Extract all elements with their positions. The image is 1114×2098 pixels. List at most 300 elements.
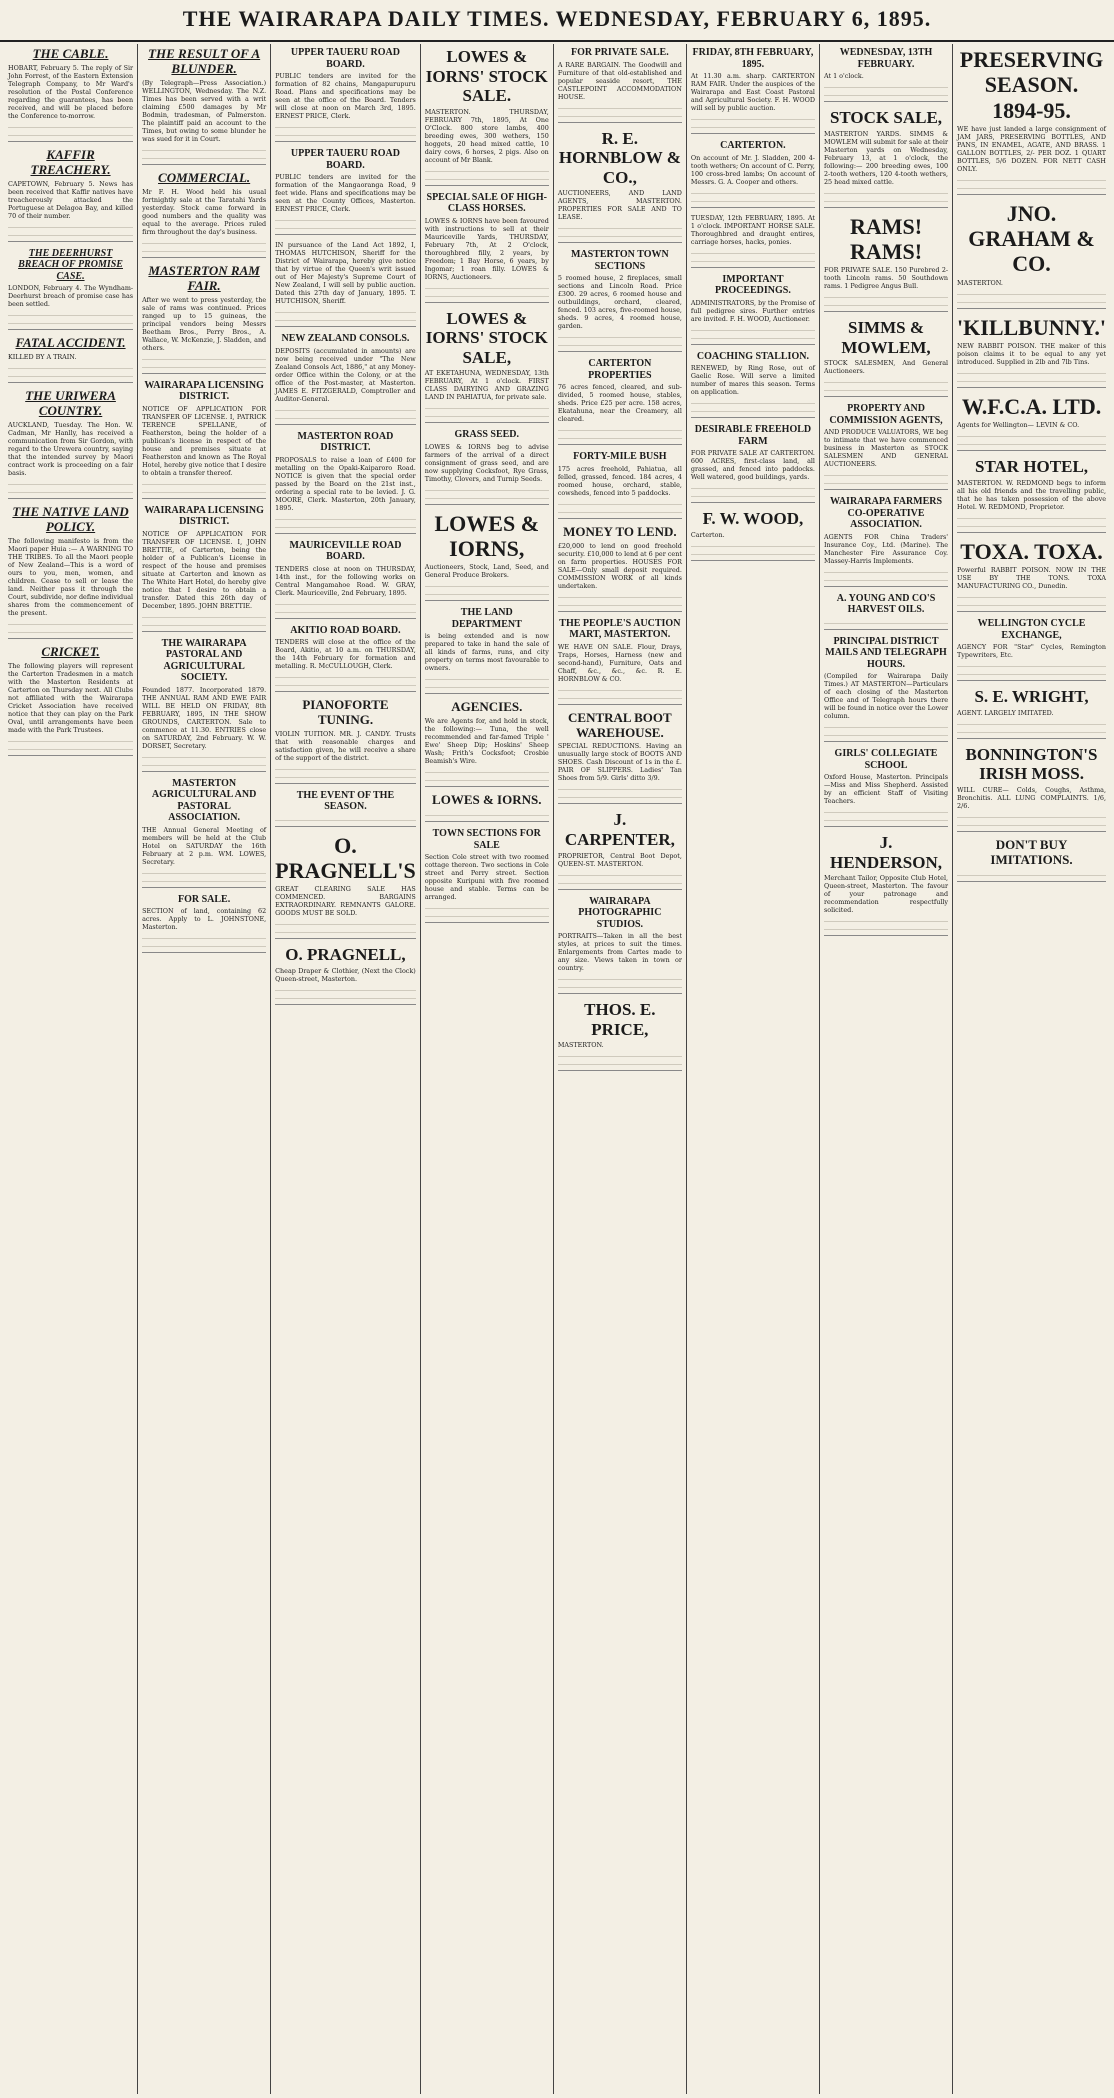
article-heading: COMMERCIAL.	[158, 169, 251, 185]
article-heading: DESIRABLE FREEHOLD FARM	[694, 424, 812, 447]
print-texture	[275, 315, 416, 322]
article-heading: LOWES & IORNS' STOCK SALE,	[425, 308, 548, 367]
article-text: FOR PRIVATE SALE. 150 Purebred 2-tooth Lincoln rams. 50 Southdown rams. 1 Pedigree Angus Bull.	[823, 266, 949, 291]
print-texture	[425, 411, 549, 418]
article-heading: WAIRARAPA FARMERS CO-OPERATIVE ASSOCIATION.	[829, 496, 943, 531]
article-block	[558, 525, 682, 612]
print-texture	[957, 183, 1106, 190]
article-heading: CARTERTON.	[720, 140, 786, 151]
print-texture	[558, 792, 682, 799]
article-heading: COACHING STALLION.	[696, 350, 809, 362]
article-text: £20,000 to lend on good freehold security. £10,000 to lend at 6 per cent on farm properties. HOUSES FOR SALE—Only small deposit required. COMMISSION WORK of all kinds undertaken.	[557, 541, 682, 590]
article-heading: THE CABLE.	[32, 46, 109, 61]
article-text: PUBLIC tenders are invited for the formation of the Mangaoranga Road, 9 feet wide. Plans and specifications may be seen at the County Offices, Masterton. ERNEST PRICE, Clerk.	[275, 173, 416, 213]
column-7	[819, 44, 952, 2094]
print-texture	[558, 982, 682, 989]
print-texture	[957, 297, 1106, 304]
article-text: LOWES & IORNS beg to advise farmers of the arrival of a direct consignment of grass seed, and are now supplying Cocksfoot, Rye Grass, Timothy, Clovers, and Turnip Seeds.	[424, 442, 549, 483]
article-block	[275, 241, 416, 327]
print-texture	[425, 485, 549, 492]
article-text: MASTERTON.	[957, 278, 1003, 287]
article-heading: NEW ZEALAND CONSOLS.	[281, 333, 410, 344]
article-block	[558, 451, 682, 519]
article-block	[425, 793, 549, 822]
print-texture	[824, 575, 948, 582]
column-4	[420, 44, 553, 2094]
article-heading: J. HENDERSON,	[830, 833, 942, 872]
article-text: TENDERS will close at the office of the Board, Akitio, at 10 a.m. on THURSDAY, the 14th February for formation and metalling. R. McCULLOUGH, Clerk.	[275, 638, 416, 670]
article-text: SECTION of land, containing 62 acres. Apply to L. JOHNSTONE, Masterton.	[142, 907, 267, 932]
print-texture	[425, 674, 549, 681]
print-texture	[957, 661, 1106, 668]
article-block	[275, 47, 416, 142]
print-texture	[425, 767, 549, 774]
print-texture	[142, 868, 266, 875]
article-heading: THE DEERHURST BREACH OF PROMISE CASE.	[18, 247, 123, 282]
print-texture	[957, 439, 1106, 446]
article-text: Powerful RABBIT POISON. NOW IN THE USE BY THE TONS. TOXA MANUFACTURING CO., Dunedin.	[957, 566, 1106, 591]
article-text: WILL CURE— Colds, Coughs, Asthma, Bronchitis. ALL LUNG COMPLAINTS. 1/6, 2/6.	[957, 785, 1106, 810]
print-texture	[142, 760, 266, 767]
article-text: A RARE BARGAIN. The Goodwill and Furniture of that old-established and popular seaside resort, THE CASTLEPOINT ACCOMMODATION HOUSE.	[557, 60, 682, 101]
article-heading: LOWES & IORNS.	[432, 792, 542, 808]
print-texture	[425, 581, 549, 588]
print-texture	[8, 619, 133, 626]
article-block	[824, 47, 948, 102]
article-heading: WAIRARAPA LICENSING DISTRICT.	[144, 379, 264, 403]
article-text: Section Cole street with two roomed cottage thereon. Two sections in Cole street and Perry street. Section opposite Kuripuni with five roomed house and stable. Terms can be arranged.	[424, 853, 549, 902]
article-text: AND PRODUCE VALUATORS, WE beg to intimate that we have commenced business in Masterton as STOCK SALESMEN AND GENERAL AUCTIONEERS.	[823, 428, 949, 469]
article-heading: RAMS! RAMS!	[849, 213, 923, 264]
article-text: AUCTIONEERS, AND LAND AGENTS, MASTERTON. PROPERTIES FOR SALE AND TO LEASE.	[557, 189, 682, 222]
print-texture	[425, 166, 549, 173]
article-heading: MONEY TO LEND.	[563, 523, 677, 539]
print-texture	[425, 903, 549, 910]
column-8	[952, 44, 1110, 2094]
article-block	[8, 505, 133, 639]
print-texture	[957, 513, 1106, 520]
article-block	[691, 140, 815, 208]
article-text: TUESDAY, 12th FEBRUARY, 1895. At 1 o'clock. IMPORTANT HORSE SALE. Thoroughbred and draught entires, carriage horses, hacks, ponies.	[690, 213, 815, 246]
print-texture	[275, 223, 416, 230]
article-heading: BONNINGTON'S IRISH MOSS.	[965, 744, 1098, 784]
article-text: We are Agents for, and hold in stock, the following:— Tuna, the well recommended and far-famed Triple ' Ewe' Sheep Dip; Hoskins' Sheep Wash; Frith's Cocksfoot; Crosbie Beamish's Wire.	[424, 717, 549, 766]
article-text: NEW RABBIT POISON. THE maker of this poison claims it to be equal to any yet introduced. Supplied in 2lb and 7lb Tins.	[957, 342, 1106, 367]
print-texture	[691, 541, 815, 548]
print-texture	[275, 764, 416, 771]
article-text: AGENCY FOR "Star" Cycles, Remington Typewriters, Etc.	[957, 643, 1106, 660]
article-heading: O. PRAGNELL,	[285, 945, 406, 965]
article-text: 76 acres fenced, cleared, and sub-divided, 5 roomed house, stables, sheds. Price £25 per acre. 158 acres, Ekatahuna, near the Creamery, all cleared.	[557, 383, 682, 424]
article-text: (By Telegraph—Press Association.) WELLINGTON, Wednesday. The N.Z. Times has been served with a writ claiming £500 damages by Mr Bodmin, tradesman, of Palmerston. The plaintiff paid an account to the Times, but owing to some blunder he was sued for it in Court.	[142, 78, 267, 143]
article-block	[275, 945, 416, 1005]
article-text: HOBART, February 5. The reply of Sir John Forrest, of the Eastern Extension Telegraph Company, to Mr Ward's resolution of the Postal Conference regarding the guarantees, has been received, and will be placed before the Conference to-morrow.	[8, 63, 134, 120]
print-texture	[691, 122, 815, 129]
print-texture	[957, 175, 1106, 182]
print-texture	[142, 752, 266, 759]
article-block	[691, 214, 815, 268]
print-texture	[824, 377, 948, 384]
article-heading: STAR HOTEL,	[974, 457, 1089, 477]
print-texture	[8, 479, 133, 486]
article-heading: SPECIAL SALE OF HIGH-CLASS HORSES.	[426, 191, 548, 215]
article-text: VIOLIN TUITION. MR. J. CANDY. Trusts that with reasonable charges and satisfaction given, he will receive a share of the support of the district.	[275, 729, 416, 762]
print-texture	[275, 993, 416, 1000]
print-texture	[142, 238, 266, 245]
print-texture	[558, 974, 682, 981]
print-texture	[142, 612, 266, 619]
print-texture	[142, 933, 266, 940]
article-heading: FATAL ACCIDENT.	[15, 335, 126, 351]
print-texture	[142, 153, 266, 160]
print-texture	[425, 775, 549, 782]
article-text: Oxford House, Masterton. Principals—Miss and Miss Shepherd. Assisted by an efficient Staff of Visiting Teachers.	[823, 773, 949, 806]
article-block	[957, 47, 1106, 195]
print-texture	[275, 522, 416, 529]
article-block	[957, 687, 1106, 739]
article-block	[824, 833, 948, 936]
article-block	[275, 148, 416, 235]
article-heading: S. E. WRIGHT,	[974, 687, 1089, 707]
print-texture	[957, 600, 1106, 607]
article-text: ADMINISTRATORS, by the Promise of full pedigree sires. Further entries are invited. F. H. WOOD, Auctioneer.	[690, 298, 815, 323]
article-block	[275, 833, 416, 940]
article-heading: UPPER TAUERU ROAD BOARD.	[290, 47, 400, 70]
article-heading: THE RESULT OF A BLUNDER.	[148, 46, 261, 76]
article-block	[142, 264, 266, 374]
article-heading: LOWES & IORNS,	[434, 510, 540, 562]
print-texture	[824, 567, 948, 574]
column-3	[270, 44, 420, 2094]
article-block	[957, 201, 1106, 309]
article-heading: MAURICEVILLE ROAD BOARD.	[289, 539, 402, 562]
print-texture	[558, 507, 682, 514]
article-text: MASTERTON. THURSDAY, FEBRUARY 7th, 1895, At One O'Clock. 800 store lambs, 400 breeding ewes, 300 wethers, 150 hoggets, 20 head mixed cattle, 10 dairy cows, 6 horses, 2 pigs. Also on account of Mr Blank.	[424, 107, 549, 164]
article-block	[8, 336, 133, 383]
print-texture	[957, 431, 1106, 438]
print-texture	[8, 130, 133, 137]
article-text: At 11.30 a.m. sharp. CARTERTON RAM FAIR. Under the auspices of the Wairarapa and East Coast Pastoral and Agricultural Society. F. H. WOOD will sell by public auction.	[690, 72, 815, 112]
article-block	[425, 429, 549, 505]
article-heading: FRIDAY, 8TH FEBRUARY, 1895.	[692, 47, 814, 70]
article-text: KILLED BY A TRAIN.	[8, 353, 77, 362]
print-texture	[275, 405, 416, 412]
print-texture	[558, 592, 682, 599]
print-texture	[142, 145, 266, 152]
article-heading: THE EVENT OF THE SEASON.	[296, 789, 395, 813]
article-block	[957, 457, 1106, 533]
article-text: At 1 o'clock.	[823, 72, 864, 80]
article-block	[425, 700, 549, 787]
article-block	[558, 249, 682, 352]
print-texture	[275, 122, 416, 129]
article-text: WE have just landed a large consignment of JAM JARS, PRESERVING BOTTLES, AND PANS, IN ENAMEL, AGATE, AND BRASS. 1 GALLON BOTTLES, 2/- PER DOZ. 1 QUART BOTTLES, 5/6 DOZEN. FOR NETT CASH ONLY.	[957, 124, 1106, 173]
article-block	[275, 333, 416, 425]
print-texture	[957, 727, 1106, 734]
article-heading: CARTERTON PROPERTIES	[588, 358, 652, 381]
article-text: The following players will represent the Carterton Tradesmen in a match with the Masterton Residents at Carterton on Thursday next. All Clubs not affiliated with the Wairarapa Cricket Association have received notice that they can play on the Park Oval, until arrangements have been made with the Park Trustees.	[8, 661, 134, 734]
article-heading: THE WAIRARAPA PASTORAL AND AGRICULTURAL SOCIETY.	[161, 637, 247, 684]
print-texture	[957, 368, 1106, 375]
print-texture	[558, 499, 682, 506]
article-block	[275, 540, 416, 619]
print-texture	[824, 196, 948, 203]
print-texture	[824, 815, 948, 822]
article-heading: THE LAND DEPARTMENT	[451, 607, 522, 630]
article-text: NOTICE OF APPLICATION FOR TRANSFER OF LICENSE. I, JOHN BRETTIE, of Carterton, being the holder of a Publican's License in respect of the house and premises situate at Carterton and known as The White Hart Hotel, do hereby give notice that I desire to obtain a transfer. Dated this 26th day of December, 1895. JOHN BRETTIE.	[142, 529, 267, 610]
print-texture	[558, 231, 682, 238]
print-texture	[142, 362, 266, 369]
article-heading: STOCK SALE,	[829, 108, 943, 127]
article-heading: FORTY-MILE BUSH	[573, 451, 667, 463]
print-texture	[558, 111, 682, 118]
print-texture	[558, 223, 682, 230]
article-heading: WAIRARAPA LICENSING DISTRICT.	[144, 504, 264, 528]
print-texture	[824, 807, 948, 814]
print-texture	[558, 332, 682, 339]
article-text: AUCKLAND, Tuesday. The Hon. W. Cadman, Mr Hanlly, has received a communication from Sir Gordon, with regard to the Urewera country, saying that the intended survey by Maori contract work is proceeding on a fair basis.	[8, 421, 134, 478]
article-heading: PROPERTY AND COMMISSION AGENTS,	[829, 403, 943, 426]
article-text: Founded 1877. Incorporated 1879. THE ANNUAL RAM AND EWE FAIR WILL BE HELD ON FRIDAY, 8th FEBRUARY, 1895, IN THE SHOW GROUNDS, CARTERTON. Sale to commence at 11.30. ENTRIES close on SATURDAY, 2nd February. W. W. DORSET, Secretary.	[142, 685, 267, 750]
article-block	[558, 896, 682, 995]
article-text: PUBLIC tenders are invited for the formation of 82 chains, Mangapurupuru Road. Plans and specifications may be seen at the office of the Board. Tenders will close at noon on March 3rd, 1895. ERNEST PRICE, Clerk.	[275, 72, 416, 120]
article-block	[558, 618, 682, 705]
print-texture	[558, 1059, 682, 1066]
print-texture	[558, 425, 682, 432]
article-text: Agents for Wellington— LEVIN & CO.	[957, 421, 1080, 430]
article-heading: AKITIO ROAD BOARD.	[290, 624, 401, 636]
article-block	[142, 505, 266, 632]
article-heading: CENTRAL BOOT WAREHOUSE.	[568, 709, 672, 740]
article-heading: 'KILLBUNNY.'	[957, 314, 1106, 340]
article-block	[558, 47, 682, 123]
article-block	[558, 129, 682, 244]
print-texture	[957, 669, 1106, 676]
article-text: 5 roomed house, 2 fireplaces, small sections and Lincoln Road. Price £300. 29 acres, 6 roomed house and outbuildings, orchard, cleared, fenced. 103 acres, five-roomed house, sheds. 9 acres, 4 roomed house, garden.	[557, 274, 682, 331]
article-block	[957, 539, 1106, 612]
article-heading: SIMMS & MOWLEM,	[841, 318, 931, 357]
article-text: MASTERTON YARDS. SIMMS & MOWLEM will submit for sale at their Masterton yards on Wednesday, February 13, at 1 o'clock, the following:— 200 breeding ewes, 100 2-tooth wethers, 120 4-tooth wethers, 25 head mixed cattle.	[823, 129, 949, 186]
print-texture	[824, 292, 948, 299]
print-texture	[957, 719, 1106, 726]
print-texture	[425, 403, 549, 410]
print-texture	[691, 248, 815, 255]
article-block	[824, 403, 948, 490]
column-grid	[4, 44, 1110, 2094]
print-texture	[142, 354, 266, 361]
print-texture	[691, 114, 815, 121]
article-heading: TOWN SECTIONS FOR SALE	[432, 828, 541, 851]
print-texture	[275, 215, 416, 222]
article-text: AGENTS FOR China Traders' Insurance Coy., Ltd. (Marine). The Manchester Fire Assurance Coy. Massey-Harris Implements.	[823, 532, 949, 565]
print-texture	[142, 487, 266, 494]
article-text: 175 acres freehold, Pahiatua, all felled, grassed, fenced. 184 acres, 4 roomed house, orchard, stable, cowsheds, fenced into 5 paddocks.	[557, 464, 682, 497]
print-texture	[275, 607, 416, 614]
print-texture	[8, 230, 133, 237]
column-6	[686, 44, 819, 2094]
article-text: MASTERTON.	[557, 1041, 604, 1050]
print-texture	[824, 90, 948, 97]
print-texture	[275, 130, 416, 137]
print-texture	[691, 483, 815, 490]
article-block	[142, 380, 266, 499]
article-text: AGENT. LARGELY IMITATED.	[957, 708, 1054, 717]
article-text: TENDERS close at noon on THURSDAY, 14th inst., for the following works on Central Mangamahoe Road. W. GRAY, Clerk. Mauriceville, 2nd February, 1895.	[275, 564, 416, 597]
print-texture	[8, 371, 133, 378]
article-block	[558, 358, 682, 445]
article-text: MASTERTON. W. REDMOND begs to inform all his old friends and the travelling public, that he has taken possession of the above Hotel. W. REDMOND, Proprietor.	[957, 478, 1106, 511]
article-text: LONDON, February 4. The Wyndham-Deerhurst breach of promise case has been settled.	[8, 284, 134, 309]
print-texture	[824, 188, 948, 195]
print-texture	[957, 820, 1106, 827]
article-block	[425, 511, 549, 602]
article-block	[957, 838, 1106, 882]
article-heading: CRICKET.	[41, 644, 100, 659]
print-texture	[691, 398, 815, 405]
article-block	[691, 274, 815, 345]
print-texture	[275, 514, 416, 521]
masthead	[0, 0, 1114, 42]
print-texture	[425, 810, 549, 817]
print-texture	[824, 924, 948, 931]
print-texture	[8, 363, 133, 370]
print-texture	[8, 736, 133, 743]
article-block	[8, 389, 133, 499]
article-block	[558, 1000, 682, 1071]
article-block	[425, 828, 549, 923]
article-text: is being extended and is now prepared to take in hand the sale of all kinds of farms, runs, and city property on terms most favourable to owners.	[424, 632, 549, 673]
article-text: SPECIAL REDUCTIONS. Having an unusually large stock of BOOTS AND SHOES. Cash Discount of 1s in the £. PAIR OF SLIPPERS. Ladies' Tan Shoes from 5/9. Girls' ditto 3/9.	[557, 742, 682, 783]
article-heading: JNO. GRAHAM & CO.	[968, 200, 1095, 277]
print-texture	[8, 318, 133, 325]
print-texture	[8, 487, 133, 494]
article-text: Merchant Tailor, Opposite Club Hotel, Queen-street, Masterton. The favour of your patronage and recommendation respectfully solicited.	[823, 874, 949, 915]
print-texture	[8, 744, 133, 751]
article-block	[425, 47, 549, 186]
article-heading: KAFFIR TREACHERY.	[30, 146, 111, 177]
print-texture	[275, 599, 416, 606]
article-heading: WAIRARAPA PHOTOGRAPHIC STUDIOS.	[578, 895, 662, 930]
article-block	[425, 607, 549, 694]
article-heading: THE NATIVE LAND POLICY.	[12, 504, 129, 535]
print-texture	[275, 772, 416, 779]
print-texture	[691, 188, 815, 195]
article-block	[8, 148, 133, 242]
print-texture	[824, 722, 948, 729]
article-heading: W.F.C.A. LTD.	[961, 394, 1102, 420]
print-texture	[8, 310, 133, 317]
print-texture	[691, 491, 815, 498]
print-texture	[425, 174, 549, 181]
print-texture	[558, 693, 682, 700]
article-text: PROPRIETOR, Central Boot Depot, QUEEN-ST. MASTERTON.	[557, 851, 682, 868]
article-heading: WEDNESDAY, 13TH FEBRUARY.	[839, 47, 933, 70]
article-text: IN pursuance of the Land Act 1892, I, THOMAS HUTCHISON, Sheriff for the District of Wairarapa, hereby give notice that by virtue of the Queen's writ issued out of Her Majesty's Supreme Court of New Zealand, I will sell by public auction. Dated this 27th day of January, 1895. T. HUTCHISON, Sheriff.	[275, 241, 416, 305]
print-texture	[8, 627, 133, 634]
article-text: WE HAVE ON SALE. Flour, Drays, Traps, Horses, Harness (new and second-hand), Furniture, Oats and Chaff, &c., &c., &c. R. E. HORNBLOW & CO.	[557, 642, 682, 683]
article-heading: THOS. E. PRICE,	[584, 1000, 656, 1039]
print-texture	[824, 300, 948, 307]
article-text: Cheap Draper & Clothier, (Next the Clock) Queen-street, Masterton.	[275, 967, 416, 984]
print-texture	[957, 812, 1106, 819]
print-texture	[425, 291, 549, 298]
article-text: RENEWED, by Ring Rose, out of Gaelic Rose. Will serve a limited number of mares this season. Terms on application.	[690, 364, 815, 396]
column-1	[4, 44, 137, 2094]
print-texture	[691, 325, 815, 332]
print-texture	[558, 340, 682, 347]
print-texture	[824, 730, 948, 737]
print-texture	[824, 82, 948, 89]
article-heading: TOXA. TOXA.	[960, 538, 1103, 564]
article-heading: FOR SALE.	[178, 893, 231, 905]
print-texture	[558, 784, 682, 791]
article-block	[8, 47, 133, 142]
article-text: After we went to press yesterday, the sale of rams was continued. Prices ranged up to 15 guineas, the principal vendors being Messrs Beetham Bros., Perry Bros., A. Wallace, W. McKenzie, J. Sladden, and others.	[142, 295, 267, 352]
print-texture	[957, 870, 1106, 877]
article-heading: MASTERTON TOWN SECTIONS	[570, 249, 669, 272]
article-text: Carterton.	[690, 530, 725, 539]
article-block	[957, 618, 1106, 681]
article-heading: THE PEOPLE'S AUCTION MART, MASTERTON.	[559, 617, 681, 641]
article-block	[824, 214, 948, 313]
print-texture	[425, 911, 549, 918]
article-block	[275, 431, 416, 534]
article-block	[691, 47, 815, 134]
masthead-title: THE WAIRARAPA DAILY TIMES. WEDNESDAY, FEBRUARY 6, 1895.	[182, 6, 932, 31]
article-heading: FOR PRIVATE SALE.	[570, 47, 669, 58]
print-texture	[142, 876, 266, 883]
article-block	[425, 309, 549, 424]
article-block	[142, 638, 266, 772]
print-texture	[558, 870, 682, 877]
print-texture	[275, 985, 416, 992]
article-text: NOTICE OF APPLICATION FOR TRANSFER OF LICENSE. I, PATRICK TERENCE SPELLANE, of Featherston, being the holder of a publican's license in respect of the house and premises situate at Featherston and known as The Royal Hotel, hereby give notice that I desire to obtain a transfer thereof.	[142, 404, 267, 477]
article-heading: F. W. WOOD,	[702, 509, 804, 528]
print-texture	[275, 815, 416, 822]
article-block	[142, 894, 266, 954]
article-block	[142, 171, 266, 258]
article-heading: LOWES & IORNS' STOCK SALE.	[425, 47, 548, 106]
article-block	[957, 315, 1106, 388]
article-block	[558, 711, 682, 805]
article-block	[425, 192, 549, 303]
article-heading: J. CARPENTER,	[564, 810, 675, 849]
print-texture	[425, 283, 549, 290]
article-heading: IMPORTANT PROCEEDINGS.	[715, 273, 791, 296]
article-heading: DON'T BUY IMITATIONS.	[990, 836, 1073, 867]
print-texture	[8, 122, 133, 129]
article-block	[275, 790, 416, 827]
print-texture	[425, 493, 549, 500]
print-texture	[558, 103, 682, 110]
article-heading: O. PRAGNELL'S	[275, 832, 416, 884]
article-block	[142, 778, 266, 888]
print-texture	[425, 589, 549, 596]
print-texture	[957, 592, 1106, 599]
print-texture	[558, 685, 682, 692]
article-text: Mr F. H. Wood held his usual fortnightly sale at the Taratahi Yards yesterday. Stock came forward in good numbers and the quality was equal to the average. Prices ruled firm throughout the day's business.	[142, 187, 267, 236]
article-heading: WELLINGTON CYCLE EXCHANGE,	[977, 618, 1086, 641]
print-texture	[275, 672, 416, 679]
column-2	[137, 44, 270, 2094]
print-texture	[8, 222, 133, 229]
article-text: LOWES & IORNS have been favoured with instructions to sell at their Mauriceville Yards, THURSDAY, February 7th, At 2 O'clock, thoroughbred filly, 2 years, by Freedom; 1 Bay Horse, 6 years, by Ingomar; 1 roan filly. LOWES & IORNS, Auctioneers.	[424, 216, 549, 281]
print-texture	[691, 196, 815, 203]
article-text: STOCK SALESMEN, And General Auctioneers.	[823, 359, 949, 376]
print-texture	[275, 680, 416, 687]
print-texture	[691, 333, 815, 340]
article-block	[691, 351, 815, 419]
